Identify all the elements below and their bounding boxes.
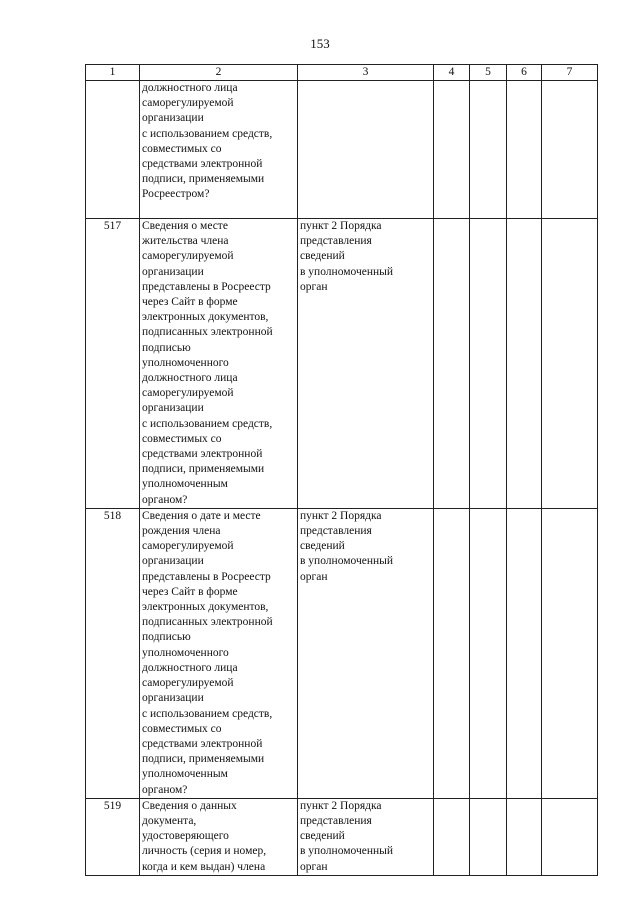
row-col-4 [434, 798, 470, 875]
row-col-4 [434, 508, 470, 798]
cell-line: уполномоченным [142, 478, 228, 491]
cell-line: средствами электронной [142, 737, 263, 750]
cell-line: Сведения о дате и месте [142, 509, 261, 522]
cell-line: с использованием средств, [142, 417, 273, 430]
cell-line: саморегулируемой [142, 540, 234, 553]
cell-line: Сведения о данных [142, 799, 237, 812]
row-number: 518 [86, 508, 140, 798]
cell-line: с использованием средств, [142, 127, 273, 140]
cell-line: представления [300, 235, 372, 248]
cell-line: электронных документов, [142, 601, 269, 614]
cell-line: совместимых со [142, 432, 222, 445]
cell-line: уполномоченным [142, 768, 228, 781]
row-col-5 [470, 798, 507, 875]
row-description [140, 81, 298, 219]
cell-line: органом? [142, 783, 188, 796]
cell-line: жительства члена [142, 235, 229, 248]
cell-line: средствами электронной [142, 158, 263, 171]
cell-line: подписанных электронной [142, 616, 273, 629]
cell-line: представления [300, 525, 372, 538]
cell-line: уполномоченного [142, 356, 229, 369]
row-basis [298, 219, 434, 509]
cell-line: когда и кем выдан) члена [142, 860, 266, 873]
cell-line: в уполномоченный [300, 555, 394, 568]
cell-line: орган [300, 860, 328, 873]
header-row [86, 65, 598, 81]
cell-line: саморегулируемой [142, 250, 234, 263]
cell-line: пункт 2 Порядка [300, 799, 382, 812]
header-col-5: 5 [470, 65, 507, 81]
cell-line: саморегулируемой [142, 677, 234, 690]
table-row [86, 798, 598, 875]
header-col-1: 1 [86, 65, 140, 81]
row-number: 517 [86, 219, 140, 509]
cell-line: через Сайт в форме [142, 296, 238, 309]
cell-line: должностного лица [142, 661, 238, 674]
row-col-6 [507, 508, 542, 798]
cell-line: личность (серия и номер, [142, 845, 267, 858]
cell-line: электронных документов, [142, 311, 269, 324]
table-row [86, 508, 598, 798]
row-col-6 [507, 219, 542, 509]
cell-line: удостоверяющего [142, 830, 229, 843]
cell-line: организации [142, 112, 204, 125]
cell-line: в уполномоченный [300, 265, 394, 278]
page-number: 153 [310, 36, 330, 51]
cell-line: организации [142, 265, 204, 278]
row-col-5 [470, 508, 507, 798]
row-col-6 [507, 81, 542, 219]
cell-line: представления [300, 814, 372, 827]
row-number: 519 [86, 798, 140, 875]
cell-line: через Сайт в форме [142, 585, 238, 598]
cell-line: подписи, применяемыми [142, 173, 265, 186]
cell-line: сведений [300, 250, 345, 263]
table-row [86, 81, 598, 219]
row-col-4 [434, 81, 470, 219]
row-col-5 [470, 81, 507, 219]
cell-line: саморегулируемой [142, 387, 234, 400]
row-description [140, 798, 298, 875]
cell-line: с использованием средств, [142, 707, 273, 720]
row-basis [298, 798, 434, 875]
cell-line: должностного лица [142, 82, 238, 94]
cell-line: уполномоченного [142, 646, 229, 659]
cell-line: в уполномоченный [300, 845, 394, 858]
row-number [86, 81, 140, 219]
row-col-7 [542, 81, 598, 219]
row-basis [298, 81, 434, 219]
cell-line: представлены в Росреестр [142, 570, 271, 583]
cell-line: средствами электронной [142, 448, 263, 461]
cell-line: совместимых со [142, 722, 222, 735]
cell-line: подписью [142, 631, 191, 644]
cell-line: Росреестром? [142, 188, 210, 201]
cell-line: Сведения о месте [142, 220, 228, 232]
cell-line: организации [142, 692, 204, 705]
cell-line: представлены в Росреестр [142, 280, 271, 293]
cell-line: орган [300, 280, 328, 293]
cell-line: орган [300, 570, 328, 583]
cell-line: организации [142, 402, 204, 415]
cell-line: рождения члена [142, 525, 221, 538]
header-col-6: 6 [507, 65, 542, 81]
requirements-table [85, 64, 598, 876]
cell-line: органом? [142, 493, 188, 506]
header-col-4: 4 [434, 65, 470, 81]
table-row [86, 219, 598, 509]
cell-line: сведений [300, 540, 345, 553]
header-col-3: 3 [298, 65, 434, 81]
row-col-6 [507, 798, 542, 875]
header-col-7: 7 [542, 65, 598, 81]
cell-line: подписью [142, 341, 191, 354]
row-col-7 [542, 798, 598, 875]
cell-line: пункт 2 Порядка [300, 509, 382, 522]
row-col-5 [470, 219, 507, 509]
row-col-7 [542, 219, 598, 509]
row-basis [298, 508, 434, 798]
cell-line: пункт 2 Порядка [300, 220, 382, 232]
cell-line: документа, [142, 814, 197, 827]
cell-line: подписанных электронной [142, 326, 273, 339]
cell-line: должностного лица [142, 372, 238, 385]
row-col-7 [542, 508, 598, 798]
row-col-4 [434, 219, 470, 509]
cell-line: подписи, применяемыми [142, 463, 265, 476]
cell-line: сведений [300, 830, 345, 843]
cell-line: совместимых со [142, 142, 222, 155]
row-description [140, 219, 298, 509]
cell-line: саморегулируемой [142, 97, 234, 110]
header-col-2: 2 [140, 65, 298, 81]
row-description [140, 508, 298, 798]
cell-line: подписи, применяемыми [142, 753, 265, 766]
cell-line: организации [142, 555, 204, 568]
